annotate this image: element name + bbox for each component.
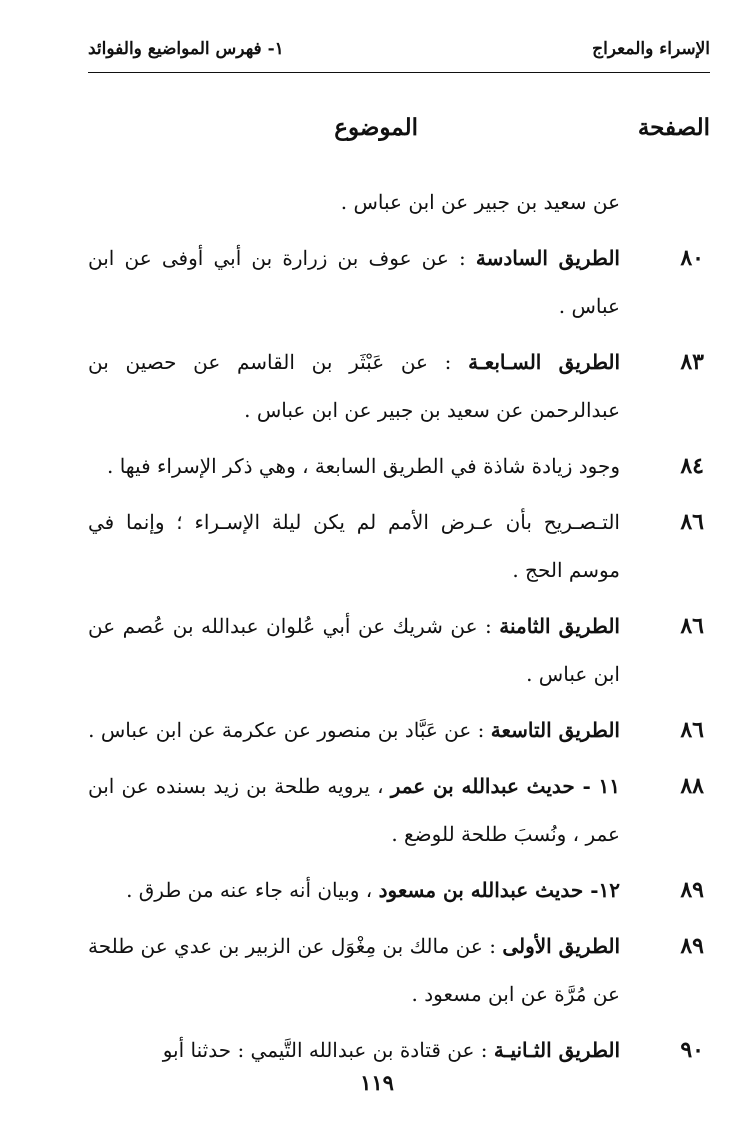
index-entry (88, 922, 710, 1018)
entry-page: ٨٩ (680, 877, 704, 903)
entry-lead: الطريق السادسة (475, 246, 620, 270)
topic-column-heading: الموضوع (334, 114, 418, 141)
entry-body: : عن عَبْثَر بن القاسم عن حصين بن عبدالرحمن عن سعيد بن جبير عن ابن عباس . (88, 350, 620, 422)
column-headings (88, 114, 710, 148)
entry-body: : عن عَبَّاد بن منصور عن عكرمة عن ابن عباس . (88, 718, 485, 742)
section-title: ١- فهرس المواضيع والفوائد (88, 39, 284, 59)
entry-page: ٨٣ (680, 349, 704, 375)
running-head (88, 34, 710, 64)
entry-text (88, 706, 620, 754)
entry-lead: الطريق الثـانيـة (493, 1038, 620, 1062)
entry-body: : عن مالك بن مِغْوَل عن الزبير بن عدي عن طلحة عن مُرَّة عن ابن مسعود . (88, 934, 620, 1006)
entry-page: ٩٠ (680, 1037, 704, 1063)
entry-page: ٨٦ (680, 717, 704, 743)
entry-lead: الطريق السـابعـة (468, 350, 621, 374)
index-entry (88, 762, 710, 858)
index-entry (88, 706, 710, 754)
entry-page: ٨٤ (680, 453, 704, 479)
index-entry (88, 442, 710, 490)
entry-page: ٨٩ (680, 933, 704, 959)
index-entry (88, 498, 710, 594)
entry-page: ٨٠ (680, 245, 704, 271)
index-entry (88, 866, 710, 914)
entry-text (88, 178, 620, 226)
entry-body: عن سعيد بن جبير عن ابن عباس . (340, 190, 620, 214)
entry-body: : عن شريك عن أبي عُلوان عبدالله بن عُصم عن ابن عباس . (88, 614, 620, 686)
index-entry (88, 1026, 710, 1074)
header-rule (88, 72, 710, 73)
entry-body: وجود زيادة شاذة في الطريق السابعة ، وهي ذكر الإسراء فيها . (107, 454, 620, 478)
entry-body: : عن عوف بن زرارة بن أبي أوفى عن ابن عباس . (88, 246, 620, 318)
entry-text (88, 442, 620, 490)
entry-body: : عن قتادة بن عبدالله التَّيمي : حدثنا أبو (162, 1038, 488, 1062)
book-title: الإسراء والمعراج (592, 39, 710, 59)
index-entry (88, 602, 710, 698)
entry-body: ، وبيان أنه جاء عنه من طرق . (126, 878, 373, 902)
page-number: ١١٩ (360, 1070, 394, 1095)
entry-text (88, 602, 620, 698)
entry-text (88, 1026, 620, 1074)
index-entry (88, 234, 710, 330)
page-column-heading: الصفحة (637, 114, 710, 141)
entry-page: ٨٦ (680, 509, 704, 535)
entry-body: ، يرويه طلحة بن زيد بسنده عن ابن عمر ، ونُسبَ طلحة للوضع . (88, 774, 620, 846)
entry-page: ٨٨ (680, 773, 704, 799)
entry-lead: الطريق التاسعة (490, 718, 620, 742)
entry-text (88, 866, 620, 914)
index-entry (88, 338, 710, 434)
entry-lead: الطريق الأولى (502, 934, 620, 958)
entry-body: التـصـريح بأن عـرض الأمم لم يكن ليلة الإسـراء ؛ وإنما في موسم الحج . (88, 510, 620, 582)
entry-text (88, 762, 620, 858)
entry-text (88, 922, 620, 1018)
entry-page: ٨٦ (680, 613, 704, 639)
entry-lead: ١١ - حديث عبدالله بن عمر (390, 774, 621, 798)
entry-lead: الطريق الثامنة (499, 614, 620, 638)
entry-text (88, 338, 620, 434)
entry-lead: ١٢- حديث عبدالله بن مسعود (378, 878, 620, 902)
index-entries (88, 178, 710, 1082)
entry-text (88, 498, 620, 594)
entry-text (88, 234, 620, 330)
index-entry (88, 178, 710, 226)
